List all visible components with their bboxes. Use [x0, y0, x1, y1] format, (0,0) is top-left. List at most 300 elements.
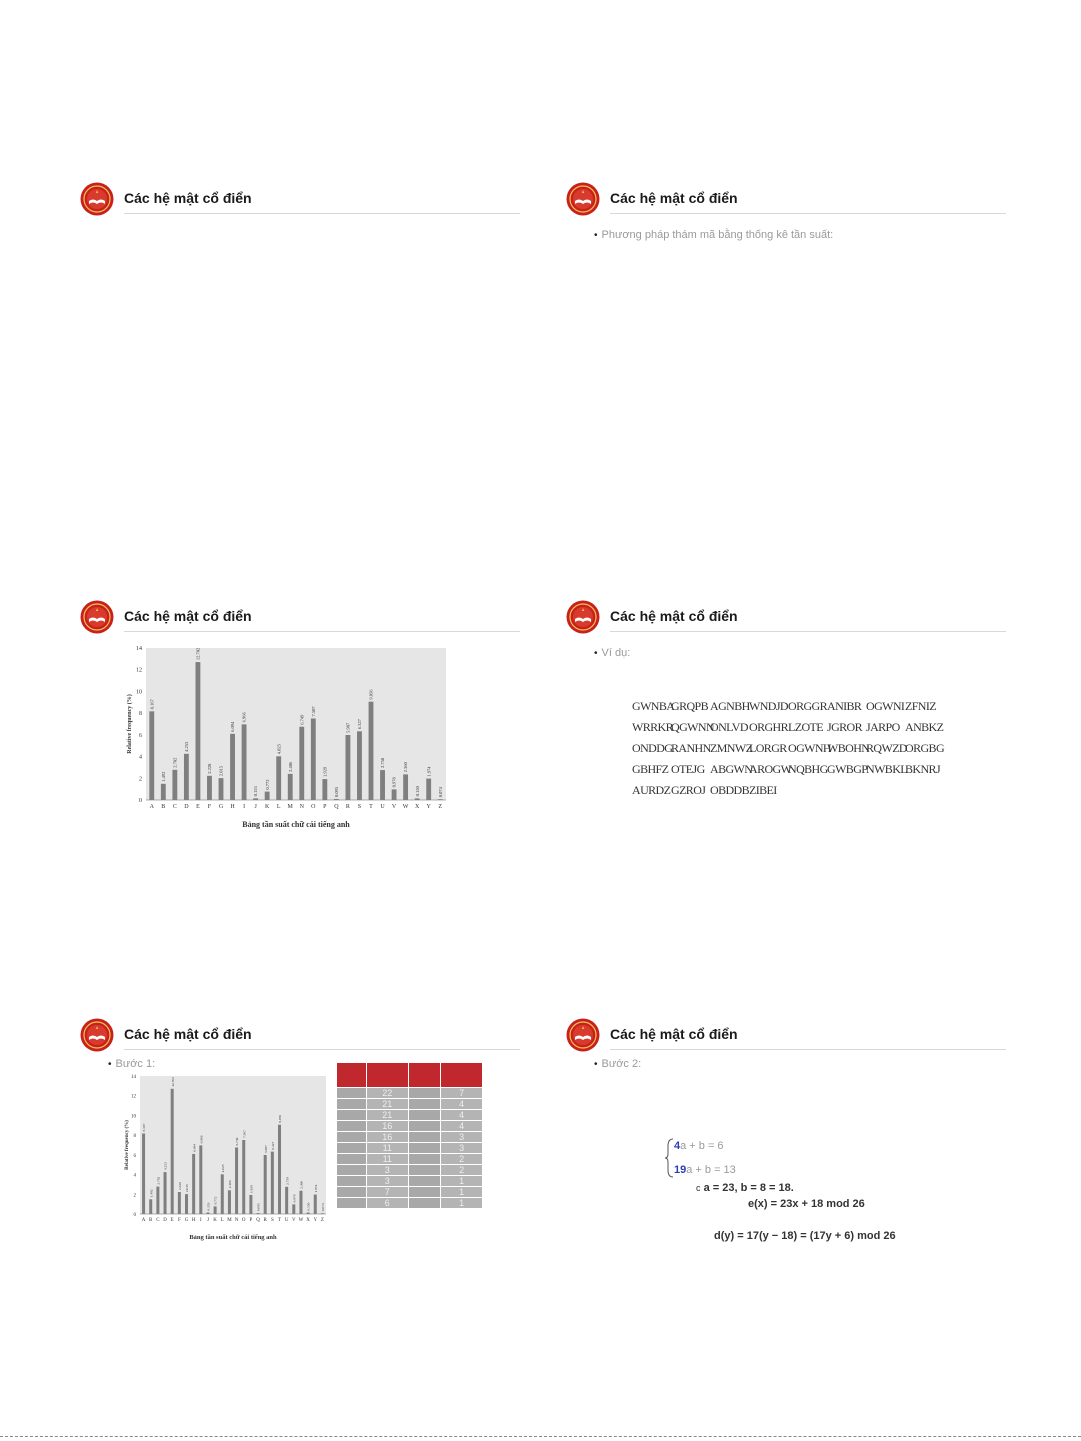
cipher-group: WBOHN — [827, 741, 870, 755]
x-tick-label: U — [284, 1218, 289, 1223]
bar — [235, 1147, 238, 1214]
table-cell — [337, 1088, 367, 1099]
university-logo-icon — [80, 1018, 114, 1052]
title-divider — [610, 631, 1006, 632]
table-cell — [337, 1110, 367, 1121]
bar — [199, 1145, 202, 1214]
x-tick-label: Z — [320, 1218, 324, 1223]
x-tick-label: W — [402, 804, 409, 810]
x-tick-label: L — [220, 1218, 224, 1223]
bar — [334, 799, 339, 800]
cipher-group: RQWZD — [866, 741, 907, 755]
university-logo-icon — [566, 600, 600, 634]
table-cell: 3 — [441, 1143, 483, 1154]
bar-value-label: 2.015 — [185, 1184, 190, 1193]
y-tick-label: 10 — [136, 689, 142, 696]
title-divider — [124, 1049, 520, 1050]
table-header-cell — [366, 1063, 408, 1088]
table-cell — [337, 1165, 367, 1176]
x-tick-label: K — [264, 804, 270, 810]
bar — [161, 784, 166, 800]
bullet-text: • Phương pháp thám mã bằng thống kê tần suất: — [594, 229, 834, 241]
bar — [288, 774, 293, 800]
table-cell: 3 — [366, 1165, 408, 1176]
x-tick-label: X — [414, 804, 420, 810]
table-cell — [337, 1154, 367, 1165]
bar — [299, 1191, 302, 1214]
bar-value-label: 12.702 — [170, 1077, 175, 1087]
bar — [392, 789, 397, 800]
cipher-group: JARPO — [866, 720, 900, 734]
x-tick-label: P — [249, 1218, 253, 1223]
cipher-group: GZROJ — [671, 783, 706, 797]
bar-value-label: 2.782 — [156, 1176, 161, 1185]
bar — [346, 735, 351, 800]
table-cell — [337, 1132, 367, 1143]
table-header-cell — [441, 1063, 483, 1088]
university-logo-icon — [566, 1018, 600, 1052]
slide-4 — [566, 600, 1006, 990]
bar-value-label: 0.772 — [264, 779, 270, 790]
bar-value-label: 1.974 — [426, 766, 432, 777]
bar — [380, 770, 385, 800]
bar — [242, 1140, 245, 1214]
bar — [242, 724, 247, 800]
letter-frequency-chart — [124, 646, 454, 830]
x-tick-label: M — [227, 1218, 232, 1223]
table-cell — [408, 1088, 441, 1099]
decryption-function: d(y) = 17(y − 18) = (17y + 6) mod 26 — [714, 1230, 896, 1242]
cipher-group: ORGBG — [905, 741, 945, 755]
y-tick-label: 0 — [139, 798, 142, 804]
bar-value-label: 6.094 — [230, 721, 236, 732]
x-tick-label: C — [172, 804, 177, 810]
y-tick-label: 10 — [131, 1114, 136, 1120]
bar — [415, 798, 420, 800]
bar-value-label: 2.228 — [177, 1182, 182, 1191]
x-tick-label: O — [241, 1218, 246, 1223]
cipher-group: WRRKR — [632, 720, 674, 734]
bar — [321, 1213, 324, 1214]
bar — [299, 727, 304, 800]
bar — [249, 1195, 252, 1214]
bar-value-label: 0.978 — [391, 777, 397, 788]
y-tick-label: 14 — [136, 646, 142, 652]
slide-2 — [566, 182, 1006, 572]
cipher-row — [632, 738, 944, 759]
bullet-dot-icon: • — [594, 648, 598, 659]
slide-title: Các hệ mật cổ điển — [610, 190, 738, 206]
cipher-group: OBDDB — [710, 783, 750, 797]
table-row — [337, 1110, 483, 1121]
bar-value-label: 2.015 — [218, 765, 224, 777]
x-tick-label: B — [149, 1218, 153, 1223]
y-tick-label: 8 — [139, 711, 142, 718]
x-tick-label: H — [230, 804, 235, 810]
slide-5 — [80, 1018, 520, 1408]
bar-value-label: 12.702 — [195, 647, 201, 661]
bar-value-label: 7.507 — [242, 1130, 247, 1139]
table-cell — [408, 1132, 441, 1143]
bar — [403, 774, 408, 800]
table-cell: 7 — [366, 1187, 408, 1198]
cipher-group: ANIBR — [827, 699, 862, 713]
bar-value-label: 1.929 — [249, 1185, 254, 1193]
slide-header — [566, 600, 1006, 640]
bar — [206, 1212, 209, 1214]
bullet-dot-icon: • — [108, 1059, 112, 1070]
x-tick-label: O — [311, 804, 316, 810]
bar-value-label: 1.929 — [322, 766, 328, 778]
bar — [230, 734, 235, 800]
x-tick-label: W — [298, 1218, 304, 1223]
table-header-cell — [337, 1063, 367, 1088]
table-cell: 4 — [441, 1099, 483, 1110]
cipher-group: AURDZ — [632, 783, 671, 797]
cipher-row — [632, 780, 944, 801]
cipher-row — [632, 696, 944, 717]
plot-area — [140, 1076, 326, 1214]
x-tick-label: Q — [256, 1218, 260, 1223]
cipher-group: NWBKL — [866, 762, 907, 776]
bullet-text: • Bước 1: — [108, 1058, 156, 1070]
slide-header — [566, 182, 1006, 222]
table-cell — [408, 1099, 441, 1110]
cipher-group: ZMNWZ — [710, 741, 753, 755]
bar — [257, 1213, 260, 1214]
university-logo-icon — [80, 182, 114, 216]
cipher-row — [632, 717, 944, 738]
cipher-group: QGWNN — [671, 720, 714, 734]
bullet-dot-icon: • — [594, 230, 598, 241]
bar — [228, 1190, 231, 1214]
bar-value-label: 2.360 — [403, 762, 409, 773]
cipher-group: BKNRJ — [905, 762, 941, 776]
bar-value-label: 0.153 — [206, 1202, 211, 1211]
x-tick-label: M — [287, 804, 293, 810]
bar-value-label: 5.987 — [263, 1145, 268, 1153]
table-cell: 11 — [366, 1143, 408, 1154]
bullet-dot-icon: • — [594, 1059, 598, 1070]
cipher-group: LZOTE — [788, 720, 823, 734]
equation-1: 4a + b = 6 — [674, 1140, 724, 1152]
table-cell — [408, 1110, 441, 1121]
x-tick-label: H — [191, 1218, 196, 1223]
bullet-text: • Bước 2: — [594, 1058, 642, 1070]
x-tick-label: N — [234, 1218, 239, 1223]
table-header-cell — [408, 1063, 441, 1088]
bar-value-label: 0.772 — [213, 1196, 218, 1205]
table-row — [337, 1187, 483, 1198]
cipher-group: ABGWN — [710, 762, 753, 776]
cipher-group: ORGHR — [749, 720, 789, 734]
x-axis-title: Bảng tần suất chữ cái tiếng anh — [189, 1234, 277, 1241]
x-tick-label: I — [199, 1218, 202, 1223]
table-cell — [408, 1121, 441, 1132]
bar-value-label: 0.095 — [333, 786, 339, 797]
x-tick-label: E — [196, 804, 200, 810]
bar-value-label: 0.153 — [253, 786, 259, 797]
x-tick-label: J — [254, 804, 257, 810]
bar-value-label: 0.095 — [256, 1203, 261, 1212]
slide-header — [80, 1018, 520, 1058]
table-cell — [337, 1121, 367, 1132]
bar-value-label: 2.360 — [299, 1180, 304, 1189]
bar — [369, 702, 374, 800]
bar-value-label: 6.749 — [299, 714, 305, 725]
bar — [142, 1133, 145, 1214]
table-cell — [408, 1187, 441, 1198]
bar-value-label: 6.327 — [357, 719, 363, 730]
bar — [178, 1192, 181, 1214]
bar-value-label: 1.492 — [160, 771, 166, 782]
slide-header — [566, 1018, 1006, 1058]
cipher-group: OGWNI — [866, 699, 905, 713]
cipher-group: RANHN — [671, 741, 711, 755]
bar-value-label: 4.025 — [276, 744, 282, 755]
bar-value-label: 2.758 — [380, 757, 386, 769]
bar-value-label: 0.150 — [414, 786, 420, 797]
bullet-text: • Ví dụ: — [594, 647, 631, 659]
cipher-group: WNDJD — [749, 699, 788, 713]
table-cell: 16 — [366, 1121, 408, 1132]
title-divider — [124, 631, 520, 632]
title-divider — [610, 213, 1006, 214]
table-row — [337, 1121, 483, 1132]
x-tick-label: D — [184, 804, 189, 810]
x-tick-label: R — [263, 1218, 267, 1223]
slide-1 — [80, 182, 520, 572]
cipher-group: OTEJG — [671, 762, 705, 776]
bar — [171, 1089, 174, 1214]
table-cell: 4 — [441, 1110, 483, 1121]
slide-title: Các hệ mật cổ điển — [124, 608, 252, 624]
bar — [322, 779, 327, 800]
table-cell: 16 — [366, 1132, 408, 1143]
bar — [185, 1194, 188, 1214]
y-tick-label: 0 — [133, 1213, 136, 1218]
bar-value-label: 6.966 — [199, 1135, 204, 1144]
bar — [219, 778, 224, 800]
page-bottom-border — [0, 1436, 1081, 1438]
cipher-group: ONDDG — [632, 741, 673, 755]
bar-value-label: 6.094 — [192, 1144, 197, 1152]
bar — [278, 1125, 281, 1214]
table-cell: 3 — [441, 1132, 483, 1143]
x-tick-label: V — [391, 804, 397, 810]
table-row — [337, 1099, 483, 1110]
cipher-row — [632, 759, 944, 780]
bar-value-label: 4.253 — [183, 741, 189, 752]
bar — [264, 1155, 267, 1214]
bar — [184, 754, 189, 800]
cipher-group: AGNBH — [710, 699, 750, 713]
table-cell: 2 — [441, 1165, 483, 1176]
bar — [172, 770, 177, 800]
cipher-group: GWNBA — [632, 699, 675, 713]
x-tick-label: A — [149, 804, 154, 810]
y-tick-label: 14 — [131, 1075, 136, 1080]
bar — [156, 1187, 159, 1214]
bar-value-label: 2.782 — [172, 757, 178, 768]
y-tick-label: 6 — [139, 732, 142, 739]
bar-value-label: 2.228 — [207, 763, 213, 774]
x-tick-label: T — [369, 804, 373, 810]
table-cell — [408, 1176, 441, 1187]
cipher-group: ZFNIZ — [905, 699, 936, 713]
table-cell — [337, 1143, 367, 1154]
x-tick-label: G — [184, 1218, 189, 1223]
bar-value-label: 9.056 — [278, 1114, 283, 1123]
table-row — [337, 1154, 483, 1165]
solution-line: c a = 23, b = 8 = 18. — [696, 1182, 794, 1194]
x-tick-label: S — [357, 804, 362, 810]
x-tick-label: P — [323, 804, 327, 810]
bar — [265, 792, 270, 800]
bar — [357, 731, 362, 800]
x-tick-label: F — [177, 1218, 181, 1223]
bar — [221, 1174, 224, 1214]
bar-value-label: 0.978 — [292, 1194, 297, 1203]
slide-header — [80, 182, 520, 222]
cipher-group: GWBGP — [827, 762, 868, 776]
table-cell: 3 — [366, 1176, 408, 1187]
table-cell — [337, 1176, 367, 1187]
bar-value-label: 2.406 — [287, 761, 293, 772]
x-tick-label: D — [163, 1218, 167, 1223]
bar-value-label: 7.507 — [310, 706, 316, 717]
bar — [149, 1199, 152, 1214]
x-tick-label: C — [156, 1218, 160, 1223]
x-tick-label: Z — [438, 804, 443, 810]
x-tick-label: Y — [426, 804, 431, 810]
x-tick-label: Q — [334, 804, 339, 810]
table-row — [337, 1143, 483, 1154]
x-tick-label: E — [170, 1218, 174, 1223]
x-tick-label: L — [276, 804, 281, 810]
slide-3 — [80, 600, 520, 990]
bar-value-label: 0.074 — [437, 787, 443, 798]
y-tick-label: 12 — [136, 667, 142, 674]
x-tick-label: I — [243, 804, 246, 810]
bar — [253, 798, 258, 800]
bar — [207, 776, 212, 800]
bar — [292, 1204, 295, 1214]
title-divider — [124, 213, 520, 214]
table-cell: 1 — [441, 1187, 483, 1198]
x-tick-label: S — [270, 1218, 274, 1223]
bar-value-label: 1.492 — [149, 1189, 154, 1198]
table-row — [337, 1132, 483, 1143]
cipher-group: OGWNH — [788, 741, 831, 755]
x-tick-label: K — [213, 1218, 217, 1223]
title-divider — [610, 1049, 1006, 1050]
bar-value-label: 2.406 — [228, 1180, 233, 1189]
table-cell — [408, 1165, 441, 1176]
cipher-group: JGROR — [827, 720, 863, 734]
slide-title: Các hệ mật cổ điển — [124, 190, 252, 206]
bar — [426, 779, 431, 800]
bar — [192, 1154, 195, 1214]
bar-value-label: 0.150 — [306, 1202, 311, 1211]
cipher-group: ORGGR — [788, 699, 828, 713]
frequency-table — [336, 1062, 483, 1209]
cipher-group: ZIBEI — [749, 783, 777, 797]
x-tick-label: G — [218, 804, 224, 810]
bar-value-label: 9.056 — [368, 689, 374, 700]
x-tick-label: A — [141, 1218, 146, 1223]
slide-title: Các hệ mật cổ điển — [610, 1026, 738, 1042]
bar — [311, 718, 316, 800]
university-logo-icon — [566, 182, 600, 216]
x-tick-label: N — [299, 804, 304, 810]
table-cell: 2 — [441, 1154, 483, 1165]
cipher-group: GRQPB — [671, 699, 709, 713]
x-tick-label: Y — [313, 1218, 318, 1223]
y-tick-label: 6 — [133, 1153, 136, 1159]
cipher-group: AROGW — [749, 762, 792, 776]
bar-value-label: 6.966 — [241, 712, 247, 723]
x-axis-title: Bảng tần suất chữ cái tiếng anh — [242, 820, 350, 829]
x-tick-label: R — [345, 804, 350, 810]
bar — [276, 756, 281, 800]
table-cell — [408, 1154, 441, 1165]
bar — [314, 1195, 317, 1214]
table-cell — [408, 1143, 441, 1154]
y-axis-title: Relative frequency (%) — [125, 1120, 130, 1170]
table-row — [337, 1165, 483, 1176]
table-cell — [337, 1198, 367, 1209]
bar-value-label: 2.758 — [285, 1176, 290, 1185]
ciphertext-block — [632, 696, 944, 801]
table-cell: 7 — [441, 1088, 483, 1099]
bar-value-label: 0.074 — [321, 1203, 326, 1212]
x-tick-label: J — [206, 1218, 209, 1223]
y-tick-label: 2 — [133, 1193, 136, 1199]
y-tick-label: 4 — [133, 1173, 136, 1179]
table-cell: 11 — [366, 1154, 408, 1165]
cipher-group: GBHFZ — [632, 762, 669, 776]
y-tick-label: 4 — [139, 754, 142, 761]
bar-value-label: 6.749 — [235, 1137, 240, 1146]
table-cell: 1 — [441, 1176, 483, 1187]
cipher-group: ONLVD — [710, 720, 748, 734]
bar-value-label: 1.974 — [313, 1184, 318, 1193]
bar — [196, 662, 201, 800]
bar-value-label: 5.987 — [345, 722, 351, 733]
bar-value-label: 8.167 — [142, 1123, 147, 1132]
y-tick-label: 12 — [131, 1094, 136, 1100]
table-cell: 21 — [366, 1099, 408, 1110]
bar-value-label: 4.025 — [220, 1164, 225, 1173]
x-tick-label: V — [291, 1218, 296, 1223]
table-header-row — [337, 1063, 483, 1088]
table-cell: 4 — [441, 1121, 483, 1132]
cipher-group: LORGR — [749, 741, 787, 755]
bar — [149, 711, 154, 800]
table-cell: 1 — [441, 1198, 483, 1209]
x-tick-label: B — [161, 804, 166, 810]
table-row — [337, 1088, 483, 1099]
table-cell — [337, 1187, 367, 1198]
x-tick-label: F — [207, 804, 212, 810]
x-tick-label: U — [380, 804, 385, 810]
x-tick-label: X — [306, 1218, 310, 1223]
y-tick-label: 2 — [139, 776, 142, 783]
cipher-group: ANBKZ — [905, 720, 944, 734]
equation-2: 19a + b = 13 — [674, 1164, 736, 1176]
encryption-function: e(x) = 23x + 18 mod 26 — [748, 1198, 865, 1210]
